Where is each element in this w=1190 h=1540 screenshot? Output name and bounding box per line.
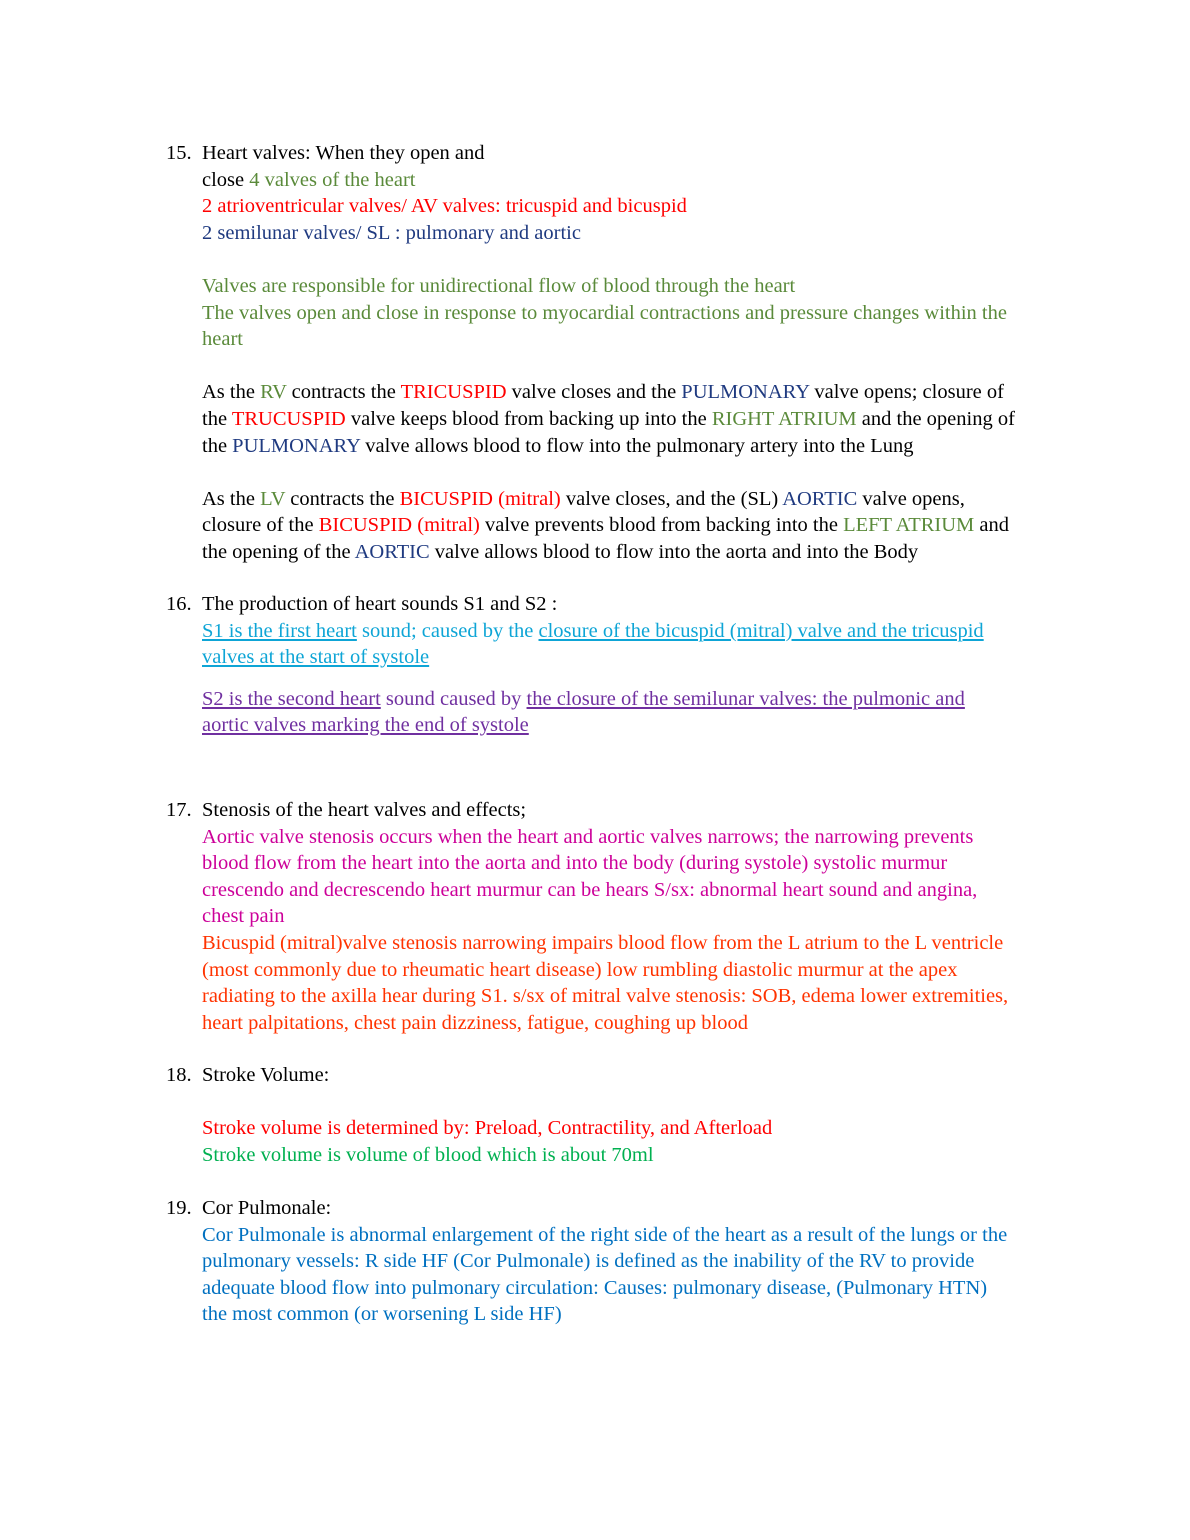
item-body (202, 140, 1056, 566)
item-16 (166, 591, 1056, 739)
cor-pulmonale-line: Cor Pulmonale is abnormal enlargement of the right side of the heart as a result of the lungs or the (202, 1223, 1008, 1246)
stroke-volume-determinants: Stroke volume is determined by: Preload, Contractility, and Afterload (202, 1117, 773, 1140)
item-heading: The production of heart sounds S1 and S2 : (202, 593, 558, 615)
aortic-stenosis-line: Aortic valve stenosis occurs when the heart and aortic valves narrows; the narrowing prevents (202, 825, 974, 848)
lv-paragraph-line-1: As the LV contracts the BICUSPID (mitral) valve closes, and the (SL) AORTIC valve opens, (202, 487, 965, 510)
item-body (202, 591, 1056, 739)
cor-pulmonale-line: adequate blood flow into pulmonary circulation: Causes: pulmonary disease, (Pulmonary HTN) (202, 1276, 988, 1299)
item-17 (166, 797, 1056, 1036)
mitral-stenosis-line: Bicuspid (mitral)valve stenosis narrowing impairs blood flow from the L atrium to the L ventricle (202, 931, 1004, 954)
stroke-volume-amount: Stroke volume is volume of blood which is about 70ml (202, 1143, 654, 1166)
item-18 (166, 1062, 1056, 1168)
valves-responsibility: Valves are responsible for unidirectional flow of blood through the heart (202, 274, 796, 297)
item-heading: Cor Pulmonale: (202, 1197, 332, 1219)
lv-paragraph-line-3: the opening of the AORTIC valve allows blood to flow into the aorta and into the Body (202, 540, 919, 563)
s1-line-2: valves at the start of systole (202, 646, 430, 669)
heading-continuation: close 4 valves of the heart (202, 168, 416, 191)
item-heading: Stenosis of the heart valves and effects; (202, 799, 527, 821)
s2-line-1: S2 is the second heart sound caused by the closure of the semilunar valves: the pulmonic and (202, 687, 965, 710)
aortic-stenosis-line: chest pain (202, 905, 285, 928)
mitral-stenosis-line: (most commonly due to rheumatic heart disease) low rumbling diastolic murmur at the apex (202, 958, 958, 981)
item-heading: Stroke Volume: (202, 1064, 330, 1086)
item-body (202, 1062, 1056, 1168)
mitral-stenosis-line: heart palpitations, chest pain dizziness, fatigue, coughing up blood (202, 1011, 748, 1034)
s2-line-2: aortic valves marking the end of systole (202, 714, 529, 737)
item-number: 17. (166, 799, 192, 821)
item-15 (166, 140, 1056, 566)
item-body (202, 1195, 1056, 1328)
item-19 (166, 1195, 1056, 1328)
av-valves-line: 2 atrioventricular valves/ AV valves: tricuspid and bicuspid (202, 195, 687, 218)
aortic-stenosis-line: blood flow from the heart into the aorta and into the body (during systole) systolic murmur (202, 852, 948, 875)
cor-pulmonale-line: pulmonary vessels: R side HF (Cor Pulmonale) is defined as the inability of the RV to provide (202, 1250, 975, 1273)
item-body (202, 797, 1056, 1036)
item-heading: Heart valves: When they open and (202, 142, 485, 164)
mitral-stenosis-line: radiating to the axilla hear during S1. s/sx of mitral valve stenosis: SOB, edema lower extremities, (202, 985, 1009, 1008)
valves-open-close: The valves open and close in response to myocardial contractions and pressure changes within the (202, 301, 1007, 324)
rv-paragraph-line-3: the PULMONARY valve allows blood to flow into the pulmonary artery into the Lung (202, 434, 914, 457)
item-number: 15. (166, 142, 192, 164)
sl-valves-line: 2 semilunar valves/ SL : pulmonary and aortic (202, 221, 581, 244)
valves-open-close-cont: heart (202, 328, 243, 351)
item-number: 16. (166, 593, 192, 615)
cor-pulmonale-line: the most common (or worsening L side HF) (202, 1303, 562, 1326)
item-number: 19. (166, 1197, 192, 1219)
s1-line-1: S1 is the first heart sound; caused by the closure of the bicuspid (mitral) valve and the tricuspid (202, 619, 984, 642)
rv-paragraph-line-2: the TRUCUSPID valve keeps blood from backing up into the RIGHT ATRIUM and the opening of (202, 407, 1015, 430)
lv-paragraph-line-2: closure of the BICUSPID (mitral) valve prevents blood from backing into the LEFT ATRIUM and (202, 514, 1009, 537)
aortic-stenosis-line: crescendo and decrescendo heart murmur can be hears S/sx: abnormal heart sound and angina, (202, 878, 978, 901)
rv-paragraph-line-1: As the RV contracts the TRICUSPID valve closes and the PULMONARY valve opens; closure of (202, 381, 1004, 404)
item-number: 18. (166, 1064, 192, 1086)
